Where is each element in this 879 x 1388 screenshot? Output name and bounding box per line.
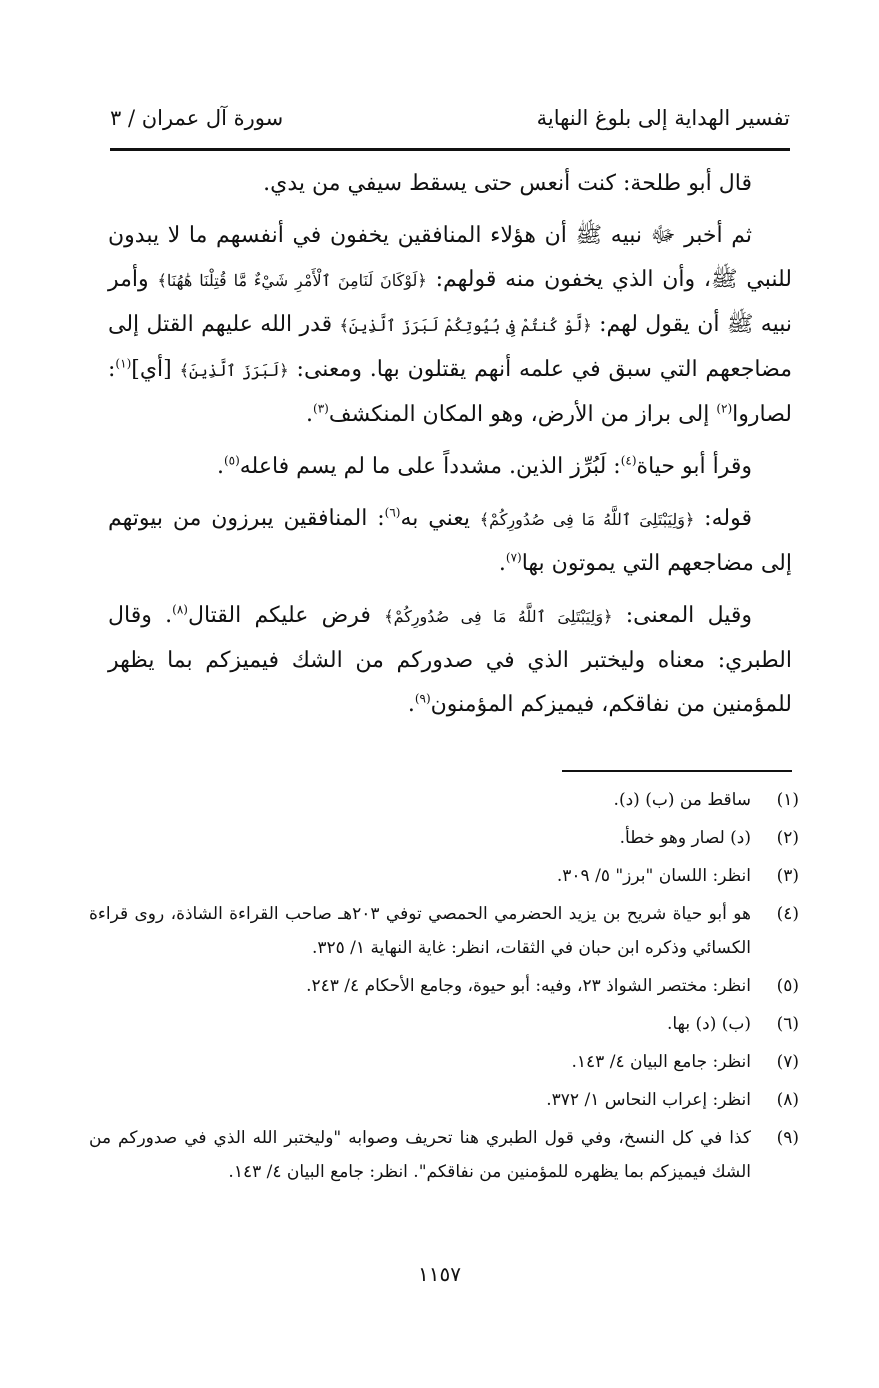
footnote-text: (ب) (د) بها. <box>666 1014 751 1034</box>
footnote-text: هو أبو حياة شريح بن يزيد الحضرمي الحمصي توفي ٢٠٣هـ صاحب القراءة الشاذة، روى قراءة الكسائي وذكره ابن حبان في الثقات، انظر: غاية النهاية ١/ ٣٢٥. <box>89 904 752 958</box>
footnote-number: (٤) <box>776 904 799 924</box>
footnote <box>89 1045 799 1079</box>
footnotes <box>89 783 799 1193</box>
footnote-ref: (٢) <box>716 401 733 416</box>
footnote-ref: (٣) <box>313 401 329 416</box>
footnote-text: انظر: اللسان "برز" ٥/ ٣٠٩. <box>556 866 751 886</box>
running-header <box>110 106 790 142</box>
text-run: : لصاروا <box>108 357 792 427</box>
footnote-text: انظر: جامع البيان ٤/ ١٤٣. <box>571 1052 751 1072</box>
footnote-ref: (٤) <box>620 453 637 468</box>
footnote-ref: (٦) <box>384 505 401 520</box>
paragraph <box>108 445 792 489</box>
text-run: وقرأ أبو حياة <box>636 454 752 479</box>
footnote-separator <box>562 770 792 772</box>
text-run: . وقال الطبري: معناه وليختبر الذي في صدوركم من الشك فيميزكم بما يظهر للمؤمنين من نفاقكم، فيميزكم المؤمنون <box>108 603 792 717</box>
footnote-text: كذا في كل النسخ، وفي قول الطبري هنا تحريف وصوابه "وليختبر الله الذي في صدوركم من الشك فيميزكم بما يظهره للمؤمنين من نفاقكم". انظر: جامع البيان ٤/ ١٤٣. <box>89 1128 751 1182</box>
footnote <box>89 1007 799 1041</box>
text-run: [أي] <box>131 357 180 382</box>
paragraph <box>108 594 792 727</box>
text-run: ثم أخبر ﷻ نبيه ﷺ أن هؤلاء المنافقين يخفون في أنفسهم ما لا يبدون للنبي ﷺ، وأن الذي يخفون منه قولهم: <box>108 223 792 292</box>
footnote-text: انظر: إعراب النحاس ١/ ٣٧٢. <box>546 1090 751 1110</box>
footnote-text: ساقط من (ب) (د). <box>613 790 751 810</box>
footnote-number: (٦) <box>776 1014 799 1034</box>
header-rule <box>110 148 790 151</box>
footnote-ref: (١) <box>115 356 132 371</box>
footnote-ref: (٩) <box>414 691 431 706</box>
footnote-number: (٧) <box>776 1052 799 1072</box>
quran-quote: ﴿وَلِيَبْتَلِىَ ٱللَّهُ مَا فِى صُدُورِكُمْ﴾ <box>479 510 695 529</box>
footnote <box>89 783 799 817</box>
footnote <box>89 1083 799 1117</box>
footnote-number: (٢) <box>776 828 799 848</box>
main-text <box>108 162 792 735</box>
footnote <box>89 897 799 965</box>
text-run: . <box>498 551 506 576</box>
paragraph <box>108 162 792 206</box>
quran-quote: ﴿لَبَرَزَ ٱلَّذِينَ﴾ <box>179 361 289 380</box>
text-run: . <box>216 454 224 479</box>
footnote-number: (٣) <box>776 866 799 886</box>
footnote-number: (٨) <box>776 1090 799 1110</box>
footnote <box>89 1121 799 1189</box>
footnote <box>89 859 799 893</box>
footnote-ref: (٥) <box>223 453 240 468</box>
quran-quote: ﴿لَوْكَانَ لَنَامِنَ ٱلْأَمْرِ شَيْءٌ مَّا قُتِلْنَا هَٰهُنَا﴾ <box>157 271 427 290</box>
footnote-ref: (٨) <box>172 602 188 617</box>
footnote-text: انظر: مختصر الشواذ ٢٣، وفيه: أبو حيوة، وجامع الأحكام ٤/ ٢٤٣. <box>306 976 751 996</box>
quran-quote: ﴿وَلِيَبْتَلِىَ ٱللَّهُ مَا فِى صُدُورِكُمْ﴾ <box>384 607 613 626</box>
text-run: وأمر نبيه ﷺ أن يقول لهم: <box>108 267 792 337</box>
footnote-number: (١) <box>776 790 799 810</box>
paragraph <box>108 214 792 437</box>
paragraph <box>108 497 792 586</box>
footnote-text: (د) لصار وهو خطأ. <box>619 828 751 848</box>
text-run: يعني به <box>400 506 480 531</box>
footnote-ref: (٧) <box>505 550 522 565</box>
footnote-number: (٥) <box>776 976 799 996</box>
text-run: . <box>407 692 415 717</box>
text-run: : لَبُرِّز الذين. مشدداً على ما لم يسم فاعله <box>239 454 621 479</box>
footnote-number: (٩) <box>776 1128 799 1148</box>
text-run: : المنافقين يبرزون من بيوتهم إلى مضاجعهم التي يموتون بها <box>108 506 792 576</box>
text-run: قال أبو طلحة: كنت أنعس حتى يسقط سيفي من يدي. <box>263 171 752 196</box>
text-run: وقيل المعنى: <box>612 603 753 628</box>
page-number: ١١٥٧ <box>418 1262 461 1286</box>
footnote <box>89 969 799 1003</box>
text-run: قوله: <box>694 506 752 531</box>
footnote <box>89 821 799 855</box>
surah-reference: سورة آل عمران / ٣ <box>110 106 284 130</box>
quran-quote: ﴿لَّوْ كُنتُمْ فِى بُيُوتِكُمْ لَبَرَزَ ٱلَّذِينَ﴾ <box>339 316 592 335</box>
text-run: . <box>306 402 313 427</box>
text-run: فرض عليكم القتال <box>187 603 385 628</box>
book-title: تفسير الهداية إلى بلوغ النهاية <box>536 106 790 130</box>
text-run: قدر الله عليهم القتل إلى مضاجعهم التي سبق في علمه أنهم يقتلون بها. ومعنى: <box>108 312 792 382</box>
text-run: إلى براز من الأرض، وهو المكان المنكشف <box>328 402 717 427</box>
